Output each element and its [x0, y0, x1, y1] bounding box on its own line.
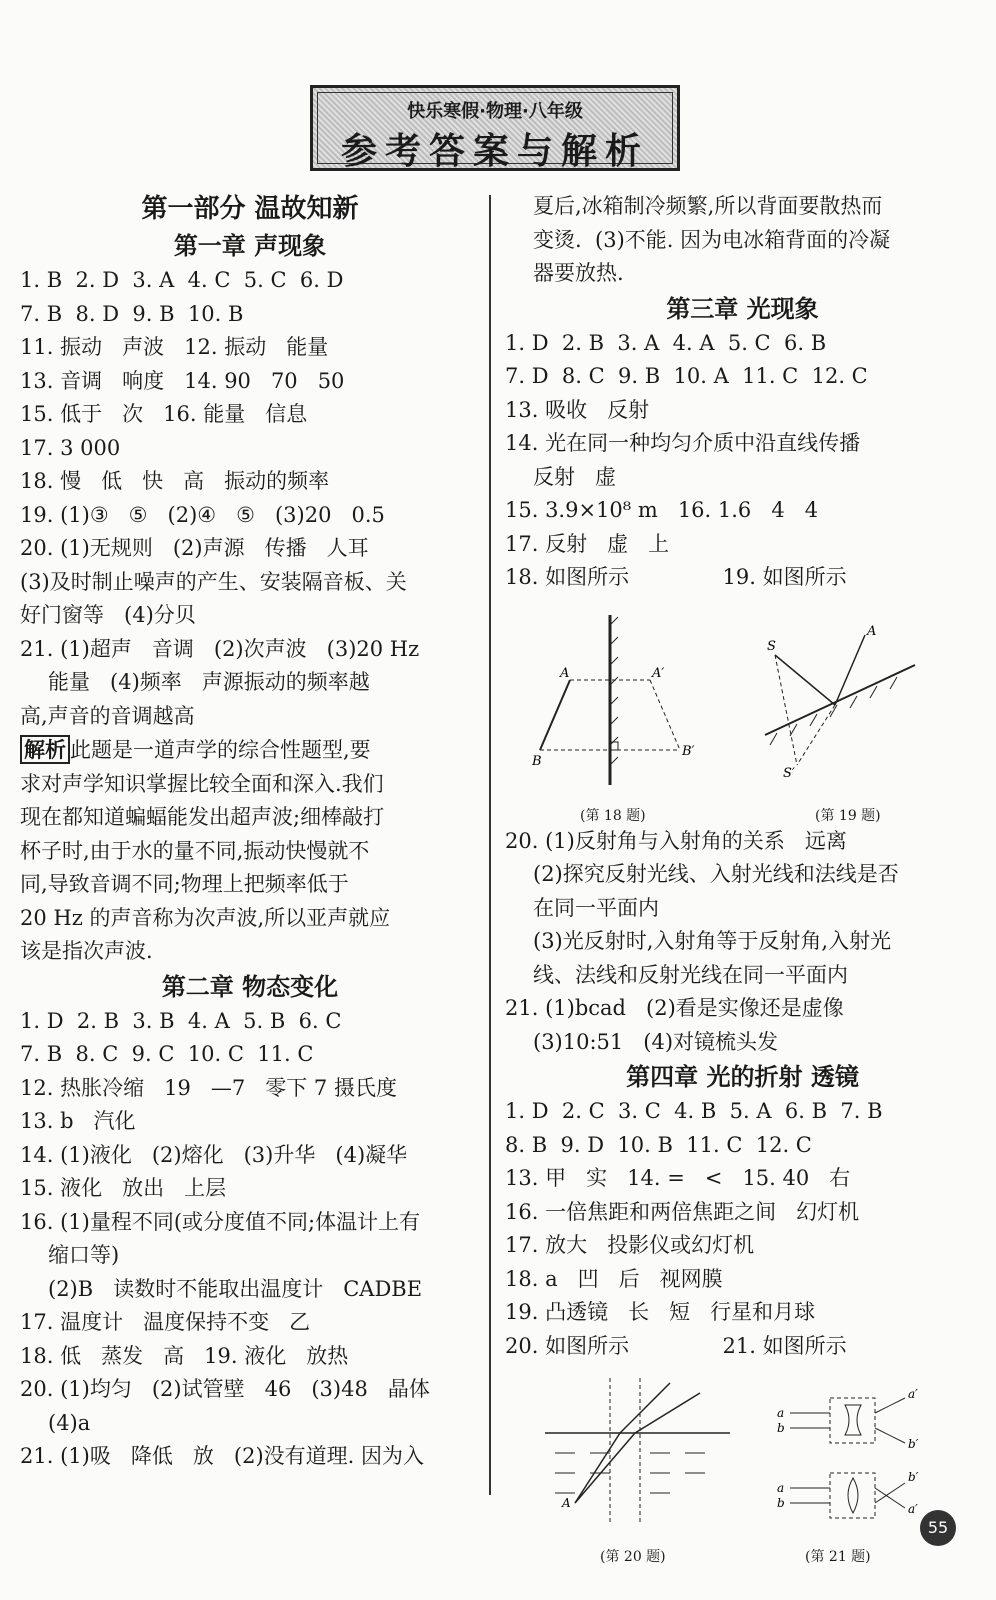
- answer-line: 13. 音调 响度 14. 90 70 50: [20, 368, 345, 393]
- figure-19-caption: (第 19 题): [815, 807, 881, 824]
- answer-line: 16. (1)量程不同(或分度值不同;体温计上有: [20, 1209, 421, 1234]
- answer-line: 16. 一倍焦距和两倍焦距之间 幻灯机: [505, 1199, 860, 1224]
- answer-line: 20. (1)均匀 (2)试管壁 46 (3)48 晶体: [20, 1377, 430, 1401]
- analysis-line: 20 Hz 的声音称为次声波,所以亚声就应: [20, 905, 391, 930]
- label-A: A: [867, 623, 877, 639]
- label-S-prime: S′: [783, 765, 795, 781]
- label-S: S: [767, 638, 776, 654]
- answer-line: 15. 液化 放出 上层: [20, 1176, 227, 1200]
- analysis-line: 该是指次声波.: [20, 939, 153, 963]
- label-A-prime: A′: [652, 665, 665, 681]
- answer-line: 12. 热胀冷缩 19 —7 零下 7 摄氏度: [20, 1075, 397, 1100]
- answer-line: 17. 反射 虚 上: [505, 531, 670, 556]
- chapter-1-title: 第一章 声现象: [173, 232, 327, 260]
- label-a: a: [777, 1406, 785, 1420]
- answer-line: 1. D 2. B 3. A 4. A 5. C 6. B: [505, 330, 827, 355]
- answer-line: (2)B 读数时不能取出温度计 CADBE: [48, 1276, 423, 1301]
- answer-line: 17. 放大 投影仪或幻灯机: [505, 1233, 755, 1257]
- page-number: 55: [920, 1510, 956, 1546]
- answer-line: 缩口等): [48, 1243, 120, 1267]
- chapter-4-title: 第四章 光的折射 透镜: [626, 1063, 859, 1091]
- answer-line: 20. (1)无规则 (2)声源 传播 人耳: [20, 536, 369, 560]
- figure-21-caption: (第 21 题): [805, 1549, 871, 1565]
- figures-18-19: [505, 595, 980, 825]
- answer-line: (3)及时制止噪声的产生、安装隔音板、关: [20, 569, 407, 594]
- label-B: B: [532, 753, 542, 769]
- answer-line: (3)光反射时,入射角等于反射角,入射光: [533, 929, 892, 953]
- figure-20-diagram: [540, 1373, 740, 1543]
- answer-line: 7. D 8. C 9. B 10. A 11. C 12. C: [505, 364, 868, 388]
- answer-line: 17. 3 000: [20, 435, 121, 460]
- answer-line: 20. (1)反射角与入射角的关系 远离: [505, 828, 847, 853]
- answer-line: 17. 温度计 温度保持不变 乙: [20, 1310, 311, 1334]
- label-a-prime: a′: [908, 1502, 918, 1516]
- answer-line: 14. (1)液化 (2)熔化 (3)升华 (4)凝华: [20, 1142, 408, 1167]
- answer-line: 13. 吸收 反射: [505, 397, 650, 422]
- answer-line: 18. 如图所示 19. 如图所示: [505, 565, 847, 589]
- column-divider: [489, 195, 491, 1495]
- continued-line: 器要放热.: [533, 261, 624, 285]
- label-A: A: [560, 665, 570, 681]
- answer-line: 能量 (4)频率 声源振动的频率越: [48, 670, 370, 694]
- answer-line: (3)10:51 (4)对镜梳头发: [533, 1029, 779, 1054]
- answer-line: (2)探究反射光线、入射光线和法线是否: [533, 862, 899, 886]
- figure-19-diagram: [755, 605, 955, 805]
- label-b-prime: b′: [908, 1470, 919, 1484]
- continued-line: 变烫. (3)不能. 因为电冰箱背面的冷凝: [533, 227, 891, 252]
- label-b-prime: b′: [908, 1437, 919, 1451]
- analysis-text: 此题是一道声学的综合性题型,要: [70, 738, 371, 762]
- answer-line: 18. 慢 低 快 高 振动的频率: [20, 469, 330, 493]
- title-banner-inner: [317, 92, 673, 172]
- answer-line: 高,声音的音调越高: [20, 703, 195, 728]
- answer-line: 15. 3.9×10⁸ m 16. 1.6 4 4: [505, 498, 819, 522]
- answer-line: 15. 低于 次 16. 能量 信息: [20, 402, 308, 426]
- answer-line: 18. a 凹 后 视网膜: [505, 1266, 723, 1291]
- answer-line: 14. 光在同一种均匀介质中沿直线传播: [505, 431, 861, 455]
- right-column: [505, 190, 980, 1563]
- label-B-prime: B′: [682, 743, 695, 759]
- figure-20-caption: (第 20 题): [600, 1549, 666, 1565]
- answer-line: 7. B 8. C 9. C 10. C 11. C: [20, 1042, 314, 1066]
- answer-line: 21. (1)吸 降低 放 (2)没有道理. 因为入: [20, 1444, 424, 1468]
- answer-line: 13. b 汽化: [20, 1109, 136, 1133]
- answer-line: 18. 低 蒸发 高 19. 液化 放热: [20, 1343, 349, 1368]
- answer-line: (4)a: [48, 1410, 91, 1435]
- answer-line: 11. 振动 声波 12. 振动 能量: [20, 335, 329, 359]
- analysis-line: 求对声学知识掌握比较全面和深入.我们: [20, 771, 384, 796]
- chapter-3-title: 第三章 光现象: [666, 294, 819, 323]
- label-b: b: [777, 1421, 785, 1435]
- label-a: a: [777, 1481, 785, 1495]
- answer-line: 20. 如图所示 21. 如图所示: [505, 1333, 847, 1358]
- chapter-2-title: 第二章 物态变化: [161, 972, 339, 1001]
- answer-line: 21. (1)bcad (2)看是实像还是虚像: [505, 996, 844, 1020]
- continued-line: 夏后,冰箱制冷频繁,所以背面要散热而: [533, 194, 883, 218]
- answer-line: 1. D 2. C 3. C 4. B 5. A 6. B 7. B: [505, 1099, 883, 1123]
- analysis-line: 杯子时,由于水的量不同,振动快慢就不: [20, 838, 370, 863]
- answer-line: 反射 虚: [533, 464, 617, 489]
- answer-line: 8. B 9. D 10. B 11. C 12. C: [505, 1132, 812, 1157]
- answer-line: 19. 凸透镜 长 短 行星和月球: [505, 1300, 816, 1324]
- label-a-prime: a′: [908, 1387, 918, 1401]
- label-A: A: [562, 1496, 571, 1510]
- analysis-line: 现在都知道蝙蝠能发出超声波;细棒敲打: [20, 805, 385, 829]
- answer-line: 好门窗等 (4)分贝: [20, 603, 196, 627]
- ch1-answers: [20, 264, 480, 969]
- figure-18-caption: (第 18 题): [580, 807, 646, 824]
- banner-subtitle: 快乐寒假·物理·八年级: [407, 101, 583, 122]
- analysis-line: 同,导致音调不同;物理上把频率低于: [20, 872, 349, 896]
- answer-line: 在同一平面内: [533, 895, 659, 920]
- ch2-answers: [20, 1005, 480, 1474]
- answer-line: 13. 甲 实 14. = < 15. 40 右: [505, 1166, 851, 1190]
- answer-line: 线、法线和反射光线在同一平面内: [533, 962, 848, 987]
- part-title: 第一部分 温故知新: [141, 194, 359, 224]
- figures-20-21: [505, 1363, 980, 1563]
- answer-line: 1. D 2. B 3. B 4. A 5. B 6. C: [20, 1008, 342, 1033]
- figure-18-diagram: [530, 605, 730, 805]
- analysis-tag: 解析: [20, 735, 70, 764]
- label-b: b: [777, 1496, 785, 1510]
- left-column: [20, 190, 480, 1474]
- banner-title: 参考答案与解析: [340, 131, 649, 172]
- answer-line: 19. (1)③ ⑤ (2)④ ⑤ (3)20 0.5: [20, 502, 385, 527]
- answer-line: 7. B 8. D 9. B 10. B: [20, 301, 244, 326]
- title-banner: [310, 85, 680, 171]
- analysis-line: [20, 733, 480, 768]
- answer-line: 21. (1)超声 音调 (2)次声波 (3)20 Hz: [20, 636, 420, 661]
- answer-line: 1. B 2. D 3. A 4. C 5. C 6. D: [20, 268, 344, 292]
